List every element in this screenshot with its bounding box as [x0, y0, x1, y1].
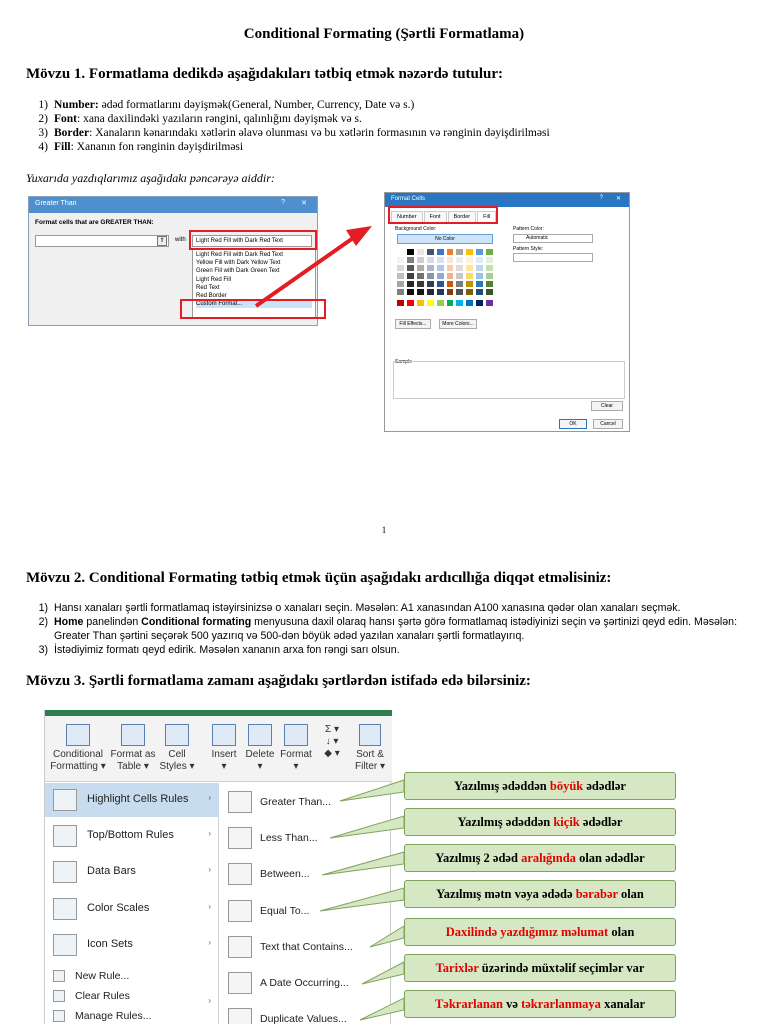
callout-pointer — [330, 816, 404, 838]
callout-pointer — [360, 998, 404, 1020]
callout-pointer — [320, 888, 404, 911]
dialog-title: Greater Than — [35, 200, 77, 207]
autosum-icon[interactable]: Σ ▾ ↓ ▾ ◆ ▾ — [324, 724, 340, 759]
list-item: 3) İstədiyimiz formatı qeyd edirik. Məsələn xananın arxa fon rəngi sarı olsun. — [38, 644, 400, 656]
callout-duplicate: Təkrarlanan və təkrarlanmaya xanalar — [404, 990, 676, 1018]
tab-border[interactable]: Border — [448, 211, 477, 223]
sample-label: Sample — [395, 359, 412, 365]
submenu-item-equal-to[interactable]: Equal To... — [220, 892, 392, 928]
callout-greater: Yazılmış ədəddən böyük ədədlər — [404, 772, 676, 800]
help-icon[interactable]: ? — [281, 199, 285, 206]
dropdown-option[interactable]: Yellow Fill with Dark Yellow Text — [196, 260, 281, 267]
menu-item-color-scales[interactable]: Color Scales › — [45, 892, 219, 926]
dropdown-option[interactable]: Green Fill with Dark Green Text — [196, 268, 280, 275]
pattern-color-label: Pattern Color: — [513, 226, 544, 232]
more-colors-button[interactable]: More Colors... — [439, 319, 477, 329]
dropdown-option[interactable]: Red Border — [196, 293, 227, 300]
callout-pointer — [362, 962, 404, 984]
format-as-table-button[interactable]: Format as Table ▾ — [109, 724, 157, 773]
list-item: 2) Home panelindən Conditional formating menyusuna daxil olaraq hansı şərtə görə formatlamaq istədiyinizi seçin və şərtinizi qeyd edin. Məsələn: Greater Than şərtini seçərək 500 yazırıq və 500-dən böyük ədəd yazılan xanaları şərtli formatlayırıq. — [38, 616, 738, 642]
section3-heading: Mövzu 3. Şərtli formatlama zamanı aşağıdakı şərtlərdən istifadə edə bilərsiniz: — [26, 673, 531, 689]
fill-effects-button[interactable]: Fill Effects... — [395, 319, 431, 329]
cell-styles-button[interactable]: Cell Styles ▾ — [157, 724, 197, 773]
custom-format-option[interactable]: Custom Format... — [196, 300, 312, 308]
clear-button[interactable]: Clear — [591, 401, 623, 411]
range-picker-icon[interactable]: ⇑ — [157, 236, 167, 246]
menu-item-new-rule[interactable]: New Rule... — [45, 966, 219, 986]
delete-button[interactable]: Delete ▾ — [243, 724, 277, 773]
submenu-item-text-contains[interactable]: Text that Contains... — [220, 928, 392, 964]
tab-number[interactable]: Number — [391, 211, 423, 223]
conditional-formatting-button[interactable]: Conditional Formatting ▾ — [49, 724, 107, 773]
menu-item-top-bottom[interactable]: Top/Bottom Rules › — [45, 819, 219, 853]
menu-item-highlight-cells[interactable]: Highlight Cells Rules › — [45, 783, 219, 817]
callout-less: Yazılmış ədəddən kiçik ədədlər — [404, 808, 676, 836]
tab-font[interactable]: Font — [424, 211, 447, 223]
callout-pointer — [340, 780, 404, 801]
page-number: 1 — [381, 525, 387, 535]
menu-item-data-bars[interactable]: Data Bars › — [45, 855, 219, 889]
section1-note: Yuxarıda yazdıqlarımız aşağıdakı pəncərəyə aiddir: — [26, 171, 275, 185]
cancel-button[interactable]: Cancel — [593, 419, 623, 429]
menu-item-manage-rules[interactable]: Manage Rules... — [45, 1006, 219, 1024]
submenu-item-duplicate-values[interactable]: Duplicate Values... — [220, 1000, 392, 1024]
close-icon[interactable]: ✕ — [301, 200, 307, 207]
callout-between: Yazılmış 2 ədəd aralığında olan ədədlər — [404, 844, 676, 872]
section2-heading: Mövzu 2. Conditional Formating tətbiq etmək üçün aşağıdakı ardıcıllığa diqqət etməlisiniz: — [26, 570, 612, 586]
dropdown-option[interactable]: Red Text — [196, 284, 220, 291]
dialog-title: Format Cells — [391, 196, 426, 202]
sort-filter-button[interactable]: Sort & Filter ▾ — [349, 724, 391, 773]
dropdown-option[interactable]: Light Red Fill with Dark Red Text — [196, 252, 283, 258]
document-title: Conditional Formating (Şərtli Formatlama) — [243, 26, 525, 42]
bg-color-label: Background Color: — [395, 226, 437, 232]
pattern-color-select[interactable]: Automatic — [513, 234, 593, 243]
dropdown-option[interactable]: Light Red Fill — [196, 276, 232, 283]
tab-fill[interactable]: Fill — [477, 211, 496, 223]
callout-pointer — [370, 926, 404, 947]
submenu-item-date-occurring[interactable]: A Date Occurring... — [220, 964, 392, 1000]
list-item: 1) Hansı xanaları şərtli formatlamaq istəyirsinizsə o xanaları seçin. Məsələn: A1 xanasından A100 xanasına qədər olan xanaları seçmək. — [38, 602, 681, 614]
menu-item-icon-sets[interactable]: Icon Sets › — [45, 928, 219, 962]
submenu-item-less-than[interactable]: Less Than... — [220, 819, 392, 855]
dialog-label: Format cells that are GREATER THAN: — [35, 219, 154, 226]
with-label: with — [175, 237, 186, 243]
submenu-item-between[interactable]: Between... — [220, 855, 392, 891]
ok-button[interactable]: OK — [559, 419, 587, 429]
pattern-style-label: Pattern Style: — [513, 246, 544, 252]
format-button[interactable]: Format ▾ — [279, 724, 313, 773]
close-icon[interactable]: ✕ — [615, 196, 621, 202]
callout-pointer — [322, 852, 404, 875]
menu-item-clear-rules[interactable]: Clear Rules › — [45, 986, 219, 1006]
callout-equal: Yazılmış mətn vəya ədədə bərabər olan — [404, 880, 676, 908]
no-color-button[interactable]: No Color — [397, 234, 493, 244]
callout-date: Tarixlər üzərində müxtəlif seçimlər var — [404, 954, 676, 982]
list-item: 4) Fill: Xananın fon rənginin dəyişdirilməsi — [38, 141, 244, 153]
section1-heading: Mövzu 1. Formatlama dedikdə aşağıdakıları tətbiq etmək nəzərdə tutulur: — [26, 66, 504, 82]
list-item: 3) Border: Xanaların kənarındakı xətlərin əlavə olunması və bu xətlərin formasının və rənginin dəyişdirilməsi — [38, 127, 550, 139]
format-select[interactable]: Light Red Fill with Dark Red Text — [192, 235, 312, 247]
list-item: 2) Font: xana daxilindəki yazıların rəngini, qalınlığını dəyişmək və s. — [38, 113, 362, 125]
callout-contains: Daxilində yazdığımız məlumat olan — [404, 918, 676, 946]
insert-button[interactable]: Insert ▾ — [205, 724, 243, 773]
help-icon[interactable]: ? — [599, 195, 603, 201]
submenu-item-greater-than[interactable]: Greater Than... — [220, 783, 392, 819]
list-item: 1) Number: ədəd formatlarını dəyişmək(General, Number, Currency, Date və s.) — [38, 99, 415, 111]
